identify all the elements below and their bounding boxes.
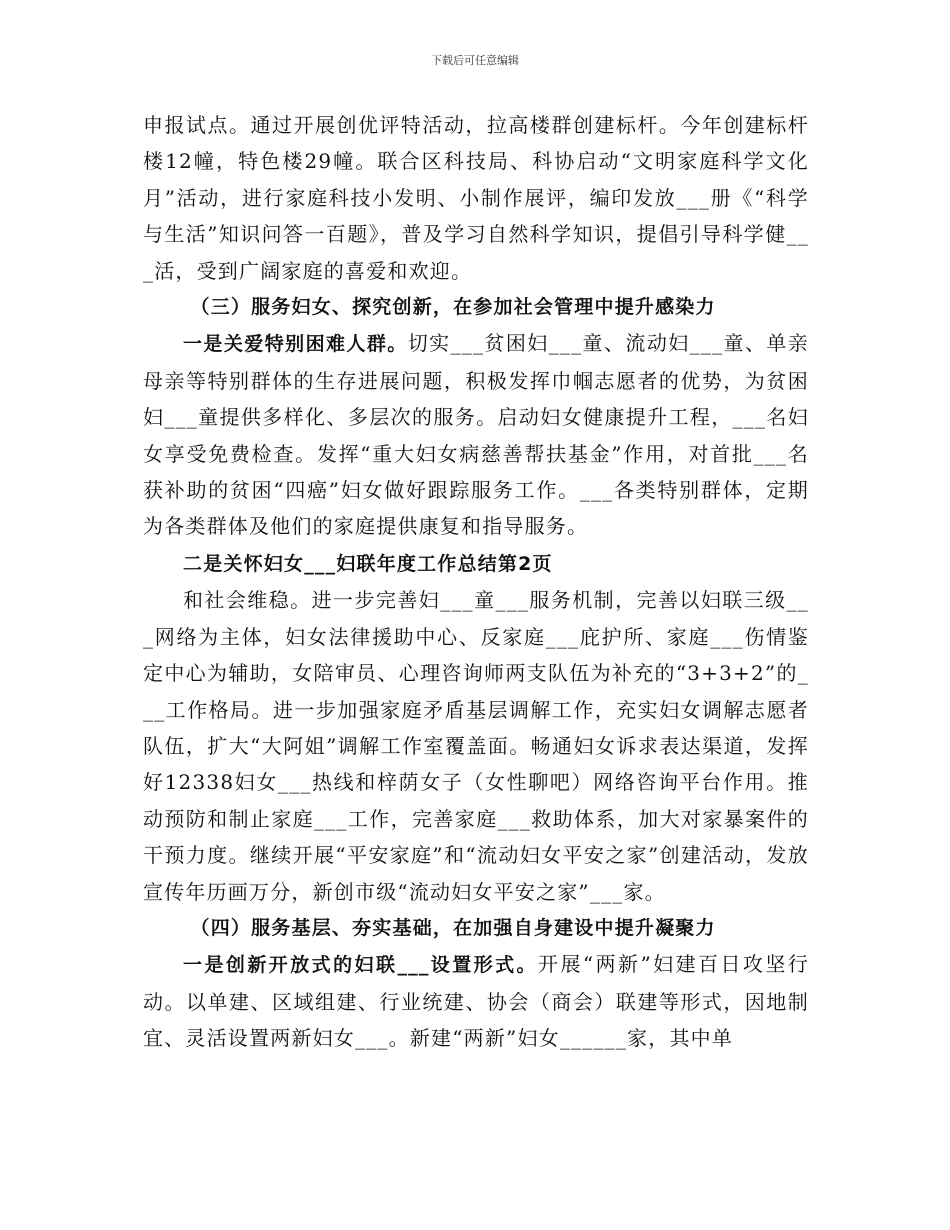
section-heading-3: （三）服务妇女、探究创新，在参加社会管理中提升感染力 bbox=[190, 296, 716, 319]
paragraph-organization-setup bbox=[143, 946, 809, 1056]
paragraph-body: 切实___贫困妇___童、流动妇___童、单亲母亲等特别群体的生存进展问题，积极发挥巾帼志愿者的优势，为贫困妇___童提供多样化、多层次的服务。启动妇女健康提升工程，___名妇女享受免费检查。发挥“重大妇女病慈善帮扶基金”作用，对首批___名获补助的贫困“四癌”妇女做好跟踪服务工作。___各类特别群体，定期为各类群体及他们的家庭提供康复和指导服务。 bbox=[143, 331, 810, 539]
page-header: 下载后可任意编辑 bbox=[431, 54, 519, 67]
paragraph-social-stability: 和社会维稳。进一步完善妇___童___服务机制，完善以妇联三级___网络为主体，妇女法律援助中心、反家庭___庇护所、家庭___伤情鉴定中心为辅助，女陪审员、心理咨询师两支队伍为补充的“3+3+2”的___工作格局。进一步加强家庭矛盾基层调解工作，充实妇女调解志愿者队伍，扩大“大阿姐”调解工作室覆盖面。畅通妇女诉求表达渠道，发挥好12338妇女___热线和梓荫女子（女性聊吧）网络咨询平台作用。推动预防和制止家庭___工作，完善家庭___救助体系，加大对家暴案件的干预力度。继续开展“平安家庭”和“流动妇女平安之家”创建活动，发放宣传年历画万分，新创市级“流动妇女平安之家”___家。 bbox=[143, 588, 809, 904]
paragraph-lead: 一是创新开放式的妇联___设置形式。 bbox=[183, 954, 539, 977]
paragraph-lead: 二是关怀妇女___妇联年度工作总结第2页 bbox=[183, 552, 553, 575]
paragraph-care-women-heading bbox=[143, 545, 809, 582]
paragraph-body: 开展“两新”妇建百日攻坚行动。以单建、区域组建、行业统建、协会（商会）联建等形式，因地制宜、灵活设置两新妇女___。新建“两新”妇女______家，其中单 bbox=[143, 952, 809, 1051]
paragraph-care-special-groups bbox=[143, 325, 809, 544]
section-heading-4: （四）服务基层、夯实基础，在加强自身建设中提升凝聚力 bbox=[190, 916, 716, 939]
paragraph-lead: 一是关爱特别困难人群。 bbox=[183, 333, 408, 356]
paragraph-continuation: 申报试点。通过开展创优评特活动，拉高楼群创建标杆。今年创建标杆楼12幢，特色楼29幢。联合区科技局、科协启动“文明家庭科学文化月”活动，进行家庭科技小发明、小制作展评，编印发放___册《“科学与生活”知识问答一百题》，普及学习自然科学知识，提倡引导科学健___活，受到广阔家庭的喜爱和欢迎。 bbox=[143, 113, 809, 283]
document-body bbox=[143, 107, 809, 1057]
